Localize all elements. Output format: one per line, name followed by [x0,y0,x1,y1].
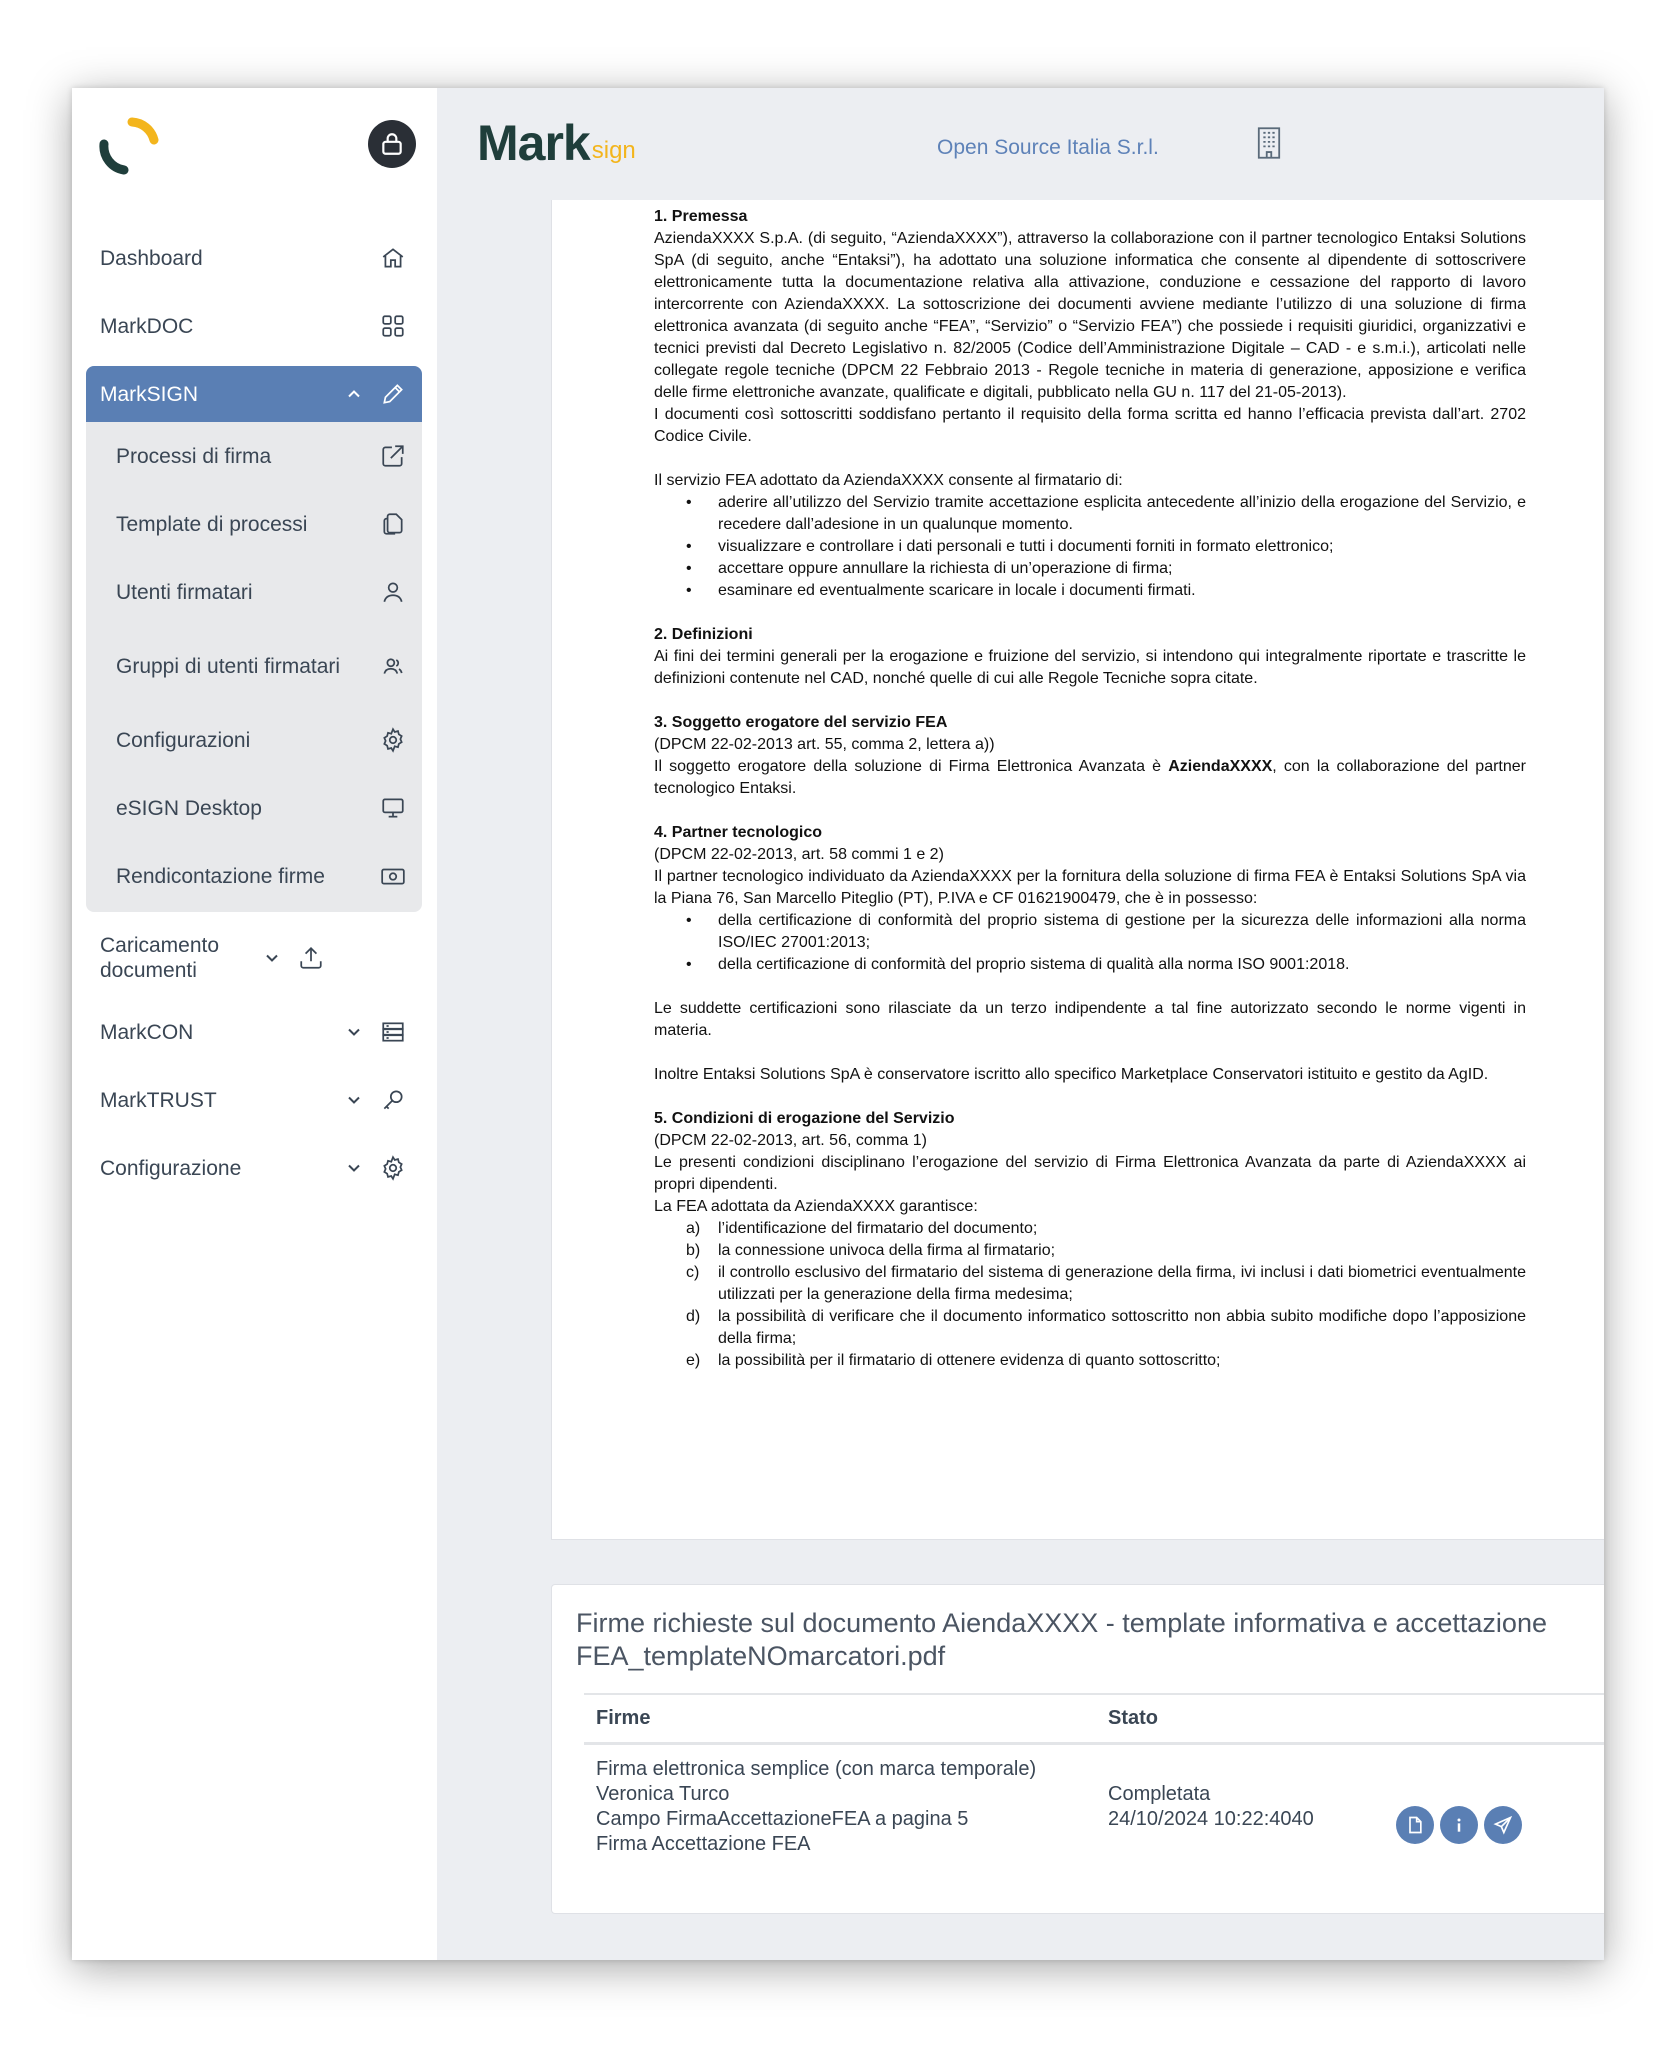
sidebar [72,88,437,1960]
sidebar-item-label: Utenti firmatari [116,580,253,604]
section-title: 4. Partner tecnologico [654,824,823,841]
server-icon [378,1017,408,1047]
info-icon [1449,1815,1469,1835]
row-actions [1396,1757,1604,1857]
section-title: 3. Soggetto erogatore del servizio FEA [654,714,948,731]
paragraph: (DPCM 22-02-2013, art. 58 commi 1 e 2) [654,846,944,863]
chevron-down-icon [342,1088,366,1112]
lettered-list [654,1218,1526,1372]
list-letter: b) [686,1242,701,1259]
document-preview[interactable] [551,200,1604,1540]
brand-sub: sign [591,137,636,164]
upload-icon [296,943,326,973]
sidebar-item-label: Processi di firma [116,444,272,468]
sidebar-item-utenti-firmatari[interactable] [86,558,422,626]
users-icon [378,651,408,681]
sidebar-item-label: Template di processi [116,512,308,536]
document-icon [1405,1815,1425,1835]
send-button[interactable] [1484,1806,1522,1844]
list-item: • della certificazione di conformità del proprio sistema di qualità alla norma ISO 9001:2018. [686,954,1526,976]
sidebar-item-marksign[interactable] [86,366,422,422]
table-row [584,1745,1604,1857]
home-icon [378,243,408,273]
signature-label: Firma Accettazione FEA [596,1833,811,1855]
company-name[interactable]: Open Source Italia S.r.l. [937,136,1159,159]
paragraph: Inoltre Entaksi Solutions SpA è conservatore iscritto allo specifico Marketplace Conservatori istituito e gestito da AgID. [654,1066,1489,1083]
paragraph: La FEA adottata da AziendaXXXX garantisce: [654,1198,978,1215]
marksign-submenu [86,422,422,912]
gear-icon [378,725,408,755]
sidebar-item-marktrust[interactable] [86,1066,422,1134]
section-title: 5. Condizioni di erogazione del Servizio [654,1110,955,1127]
app-window [72,88,1604,1960]
list-letter: d) [686,1308,701,1325]
paragraph: Le suddette certificazioni sono rilasciate da un terzo indipendente a tal fine autorizzato secondo le norme vigenti in materia. [654,1000,1526,1039]
lock-button[interactable] [368,120,416,168]
status-date: 24/10/2024 10:22:4040 [1108,1808,1314,1830]
sidebar-item-label: Configurazioni [116,728,251,752]
list-text: la possibilità di verificare che il documento informatico sottoscritto non abbia subito modifiche dopo l’apposizione della firma; [718,1308,1526,1347]
sidebar-item-label: MarkSIGN [100,382,199,406]
sidebar-item-label: Rendicontazione firme [116,864,325,888]
signature-field: Campo FirmaAccettazioneFEA a pagina 5 [596,1808,969,1830]
signature-status [1096,1757,1396,1857]
bullet-list [654,492,1526,602]
view-document-button[interactable] [1396,1806,1434,1844]
sidebar-item-label: Dashboard [100,246,203,270]
paragraph [654,756,1526,800]
paragraph: Ai fini dei termini generali per la erogazione e fruizione del servizio, si intendono qui integralmente riportate e trascritte le definizioni contenute nel CAD, nonché quelle di cui alle Regole Tecniche sopra citate. [654,648,1526,687]
sidebar-item-gruppi-utenti[interactable] [86,626,422,706]
table-header [584,1693,1604,1745]
banknote-icon [378,861,408,891]
status-text: Completata [1108,1783,1211,1805]
paragraph: Le presenti condizioni disciplinano l’erogazione del servizio di Firma Elettronica Avanzata da parte di AziendaXXXX ai propri dipendenti. [654,1154,1526,1193]
list-text: la connessione univoca della firma al firmatario; [718,1242,1056,1259]
user-icon [378,577,408,607]
sidebar-item-rendicontazione[interactable] [86,842,422,910]
paragraph: (DPCM 22-02-2013, art. 56, comma 1) [654,1132,927,1149]
sidebar-item-caricamento[interactable] [86,918,422,998]
chevron-down-icon [342,1020,366,1044]
sidebar-item-label: MarkCON [100,1020,194,1044]
sidebar-item-label: Caricamento documenti [100,934,220,982]
list-item [686,1218,1526,1240]
sidebar-item-configurazione[interactable] [86,1134,422,1202]
sidebar-item-label: Configurazione [100,1156,242,1180]
sidebar-item-label: eSIGN Desktop [116,796,262,820]
brand-main: Mark [477,115,590,171]
sidebar-item-label: MarkTRUST [100,1088,217,1112]
section-title: 2. Definizioni [654,626,753,643]
chevron-up-icon [342,382,366,406]
list-text: il controllo esclusivo del firmatario del sistema di generazione della firma, ivi inclusi i dati biometrici eventualmente utilizzati per la generazione della firma medesima; [718,1264,1526,1303]
paragraph: Il servizio FEA adottato da AziendaXXXX consente al firmatario di: [654,472,1123,489]
list-item: • visualizzare e controllare i dati personali e tutti i documenti forniti in formato elettronico; [686,536,1526,558]
chevron-down-icon [342,1156,366,1180]
sidebar-item-template-processi[interactable] [86,490,422,558]
sidebar-item-esign-desktop[interactable] [86,774,422,842]
list-item [686,1240,1526,1262]
paragraph: Il partner tecnologico individuato da AziendaXXXX per la fornitura della soluzione di firma FEA è Entaksi Solutions SpA via la Piana 76, San Marcello Piteglio (PT), P.IVA e CF 01621900479, che è in possesso: [654,868,1526,907]
building-icon[interactable] [1255,126,1283,165]
list-item [686,1350,1526,1372]
external-link-icon [378,441,408,471]
list-item: • accettare oppure annullare la richiesta di un’operazione di firma; [686,558,1526,580]
signatures-panel [551,1584,1604,1914]
text-run: Il soggetto erogatore della soluzione di Firma Elettronica Avanzata è [654,758,1169,775]
paragraph: (DPCM 22-02-2013 art. 55, comma 2, lettera a)) [654,736,995,753]
grid-icon [378,311,408,341]
monitor-icon [378,793,408,823]
document-text [654,206,1526,1372]
sidebar-item-processi-firma[interactable] [86,422,422,490]
list-text: l’identificazione del firmatario del documento; [718,1220,1038,1237]
list-item: • aderire all’utilizzo del Servizio tramite accettazione esplicita antecedente all’inizio della erogazione del Servizio, e recedere dall’adesione in un qualunque momento. [686,492,1526,536]
bullet-list [654,910,1526,976]
signatures-title: Firme richieste sul documento AiendaXXXX - template informativa e accettazione FEA_templateNOmarcatori.pdf [576,1608,1547,1671]
signatures-table [584,1693,1604,1857]
signature-details [584,1757,1096,1857]
list-letter: e) [686,1352,701,1369]
list-letter: c) [686,1264,700,1281]
column-header-stato: Stato [1108,1707,1158,1729]
sidebar-item-dashboard[interactable] [86,224,422,292]
section-title: 1. Premessa [654,208,748,225]
paragraph: AziendaXXXX S.p.A. (di seguito, “AziendaXXXX”), attraverso la collaborazione con il partner tecnologico Entaksi Solutions SpA (di seguito, anche “Entaksi”), ha adottato una soluzione informatica che consente al dipendente di sottoscrivere elettronicamente tutta la documentazione relativa alla attivazione, conduzione e cessazione del rapporto di lavoro intercorrente con AziendaXXXX. La sottoscrizione dei documenti avviene mediante l’utilizzo di una soluzione di firma elettronica avanzata (di seguito anche “FEA”, “Servizio” o “Servizio FEA”) che possiede i requisiti giuridici, organizzativi e tecnici previsti dal Decreto Legislativo n. 82/2005 (Codice dell’Amministrazione Digitale – CAD - e s.m.i.), articolati nelle collegate regole tecniche (DPCM 22 Febbraio 2013 - Regole tecniche in materia di generazione, apposizione e verifica delle firme elettroniche avanzate, qualificate e digitali, pubblicato nella GU n. 117 del 21-05-2013). [654,230,1526,401]
gear-icon [378,1153,408,1183]
sidebar-nav [86,224,422,1202]
sidebar-item-markdoc[interactable] [86,292,422,360]
pencil-icon [378,379,408,409]
sidebar-item-markcon[interactable] [86,998,422,1066]
sidebar-item-label: MarkDOC [100,314,194,338]
list-item [686,1306,1526,1350]
marksign-logo[interactable] [477,116,636,170]
paragraph: I documenti così sottoscritti soddisfano pertanto il requisito della forma scritta ed hanno l’efficacia prevista dall’art. 2702 Codice Civile. [654,406,1526,445]
sidebar-item-label: Gruppi di utenti firmatari [116,654,341,678]
list-text: la possibilità per il firmatario di ottenere evidenza di quanto sottoscritto; [718,1352,1221,1369]
app-logo[interactable] [94,110,162,178]
signature-type: Firma elettronica semplice (con marca temporale) [596,1758,1037,1780]
info-button[interactable] [1440,1806,1478,1844]
sidebar-item-configurazioni[interactable] [86,706,422,774]
list-item: • esaminare ed eventualmente scaricare in locale i documenti firmati. [686,580,1526,602]
list-letter: a) [686,1220,701,1237]
list-item: • della certificazione di conformità del proprio sistema di gestione per la sicurezza delle informazioni alla norma ISO/IEC 27001:2013; [686,910,1526,954]
send-icon [1493,1815,1513,1835]
lock-icon [379,131,405,157]
text-run: , con la collaborazione del partner tecnologico Entaksi. [654,758,1526,797]
column-header-firme: Firme [596,1707,651,1729]
chevron-down-icon [260,946,284,970]
list-item [686,1262,1526,1306]
copy-icon [378,509,408,539]
key-search-icon [378,1085,408,1115]
bold-text: AziendaXXXX [1168,758,1273,775]
signer-name: Veronica Turco [596,1783,730,1805]
top-header [437,88,1604,200]
